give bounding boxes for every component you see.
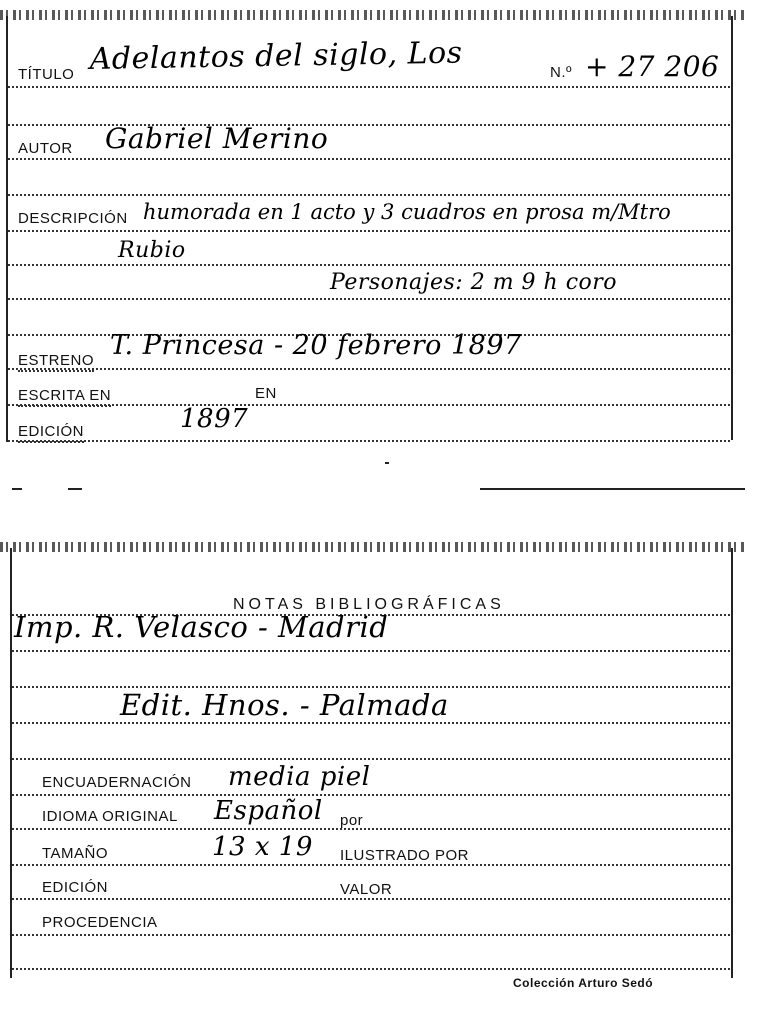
escrita-en-label: ESCRITA EN [18,387,111,407]
ruled-line [12,650,730,652]
personajes-note: Personajes: 2 m 9 h coro [330,270,618,295]
card-left-border [6,16,8,442]
ruled-line [12,722,730,724]
autor-label: AUTOR [18,140,73,157]
edge-mark [385,462,389,464]
card-right-border [731,548,733,978]
ruled-line [12,828,730,830]
ruled-line [8,440,730,442]
edicion-label: EDICIÓN [42,879,109,896]
catalog-card-bottom [0,540,745,1010]
procedencia-label: PROCEDENCIA [42,914,158,931]
edicion-label: EDICIÓN [18,423,84,443]
card-left-border [10,548,12,978]
ruled-line [8,264,730,266]
ruled-line [12,794,730,796]
ruled-line [12,758,730,760]
catalog-card-top [0,0,745,500]
card-top-edge [0,10,745,20]
estreno-label: ESTRENO [18,352,94,372]
tamano-label: TAMAÑO [42,845,109,862]
notes-line-1: Imp. R. Velasco - Madrid [14,610,389,644]
ruled-line [8,404,730,406]
en-label: EN [255,385,277,402]
notas-bibliograficas-heading: NOTAS BIBLIOGRÁFICAS [233,596,505,613]
ruled-line [8,368,730,370]
edge-mark [68,488,82,490]
valor-label: VALOR [340,881,393,898]
descripcion-line1: humorada en 1 acto y 3 cuadros en prosa m/Mtro [143,200,671,224]
ruled-line [8,298,730,300]
ruled-line [8,194,730,196]
ruled-line [12,898,730,900]
numero-label: N.º [550,64,572,81]
autor-value: Gabriel Merino [105,122,329,155]
idioma-original-value: Español [214,796,323,826]
edge-mark [12,488,22,490]
ruled-line [8,230,730,232]
estreno-value: T. Princesa - 20 febrero 1897 [110,330,522,361]
card-bottom-edge [480,488,745,490]
encuadernacion-label: ENCUADERNACIÓN [42,774,192,791]
titulo-label: TÍTULO [18,66,75,83]
card-top-edge [0,542,745,552]
edicion-value: 1897 [180,404,249,434]
encuadernacion-value: media piel [228,762,371,792]
ruled-line [8,86,730,88]
idioma-original-label: IDIOMA ORIGINAL [42,808,178,825]
ilustrado-por-label: ILUSTRADO POR [340,847,470,864]
notes-line-2: Edit. Hnos. - Palmada [120,688,449,722]
por-label: por [340,812,364,829]
titulo-value: Adelantos del siglo, Los [89,35,463,77]
tamano-value: 13 x 19 [212,832,313,862]
ruled-line [12,968,730,970]
collection-footer: Colección Arturo Sedó [513,976,654,990]
numero-value: + 27 206 [585,50,720,83]
ruled-line [12,934,730,936]
descripcion-label: DESCRIPCIÓN [18,210,128,227]
descripcion-line2: Rubio [118,238,186,263]
ruled-line [12,864,730,866]
card-right-border [731,16,733,440]
ruled-line [8,158,730,160]
